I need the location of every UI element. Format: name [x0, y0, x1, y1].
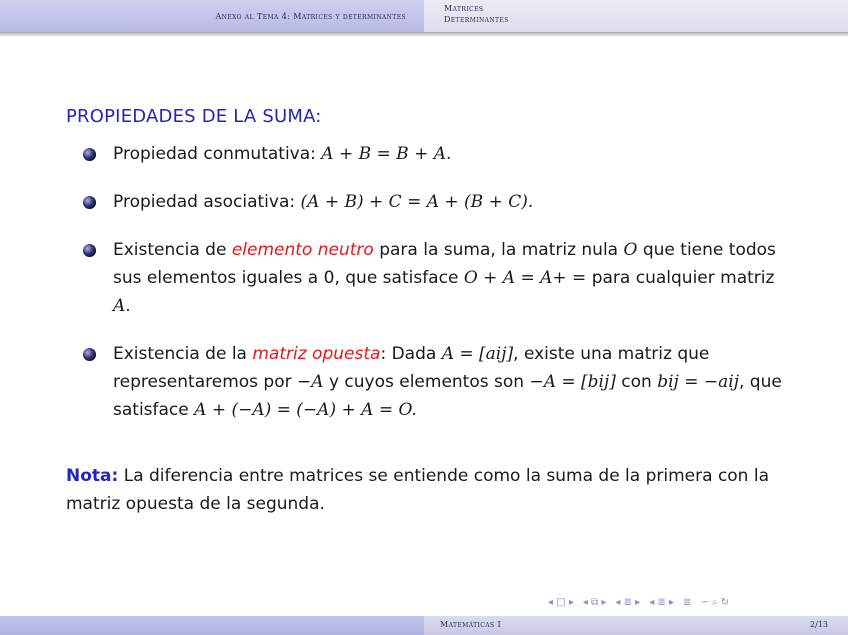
nav-section-icon[interactable]: ◂ ≣ ▸ — [615, 596, 641, 608]
header-section[interactable]: Matrices — [444, 4, 484, 13]
header-presentation-title[interactable]: Anexo al Tema 4: Matrices y determinantes — [215, 11, 406, 21]
item-text: que tiene todos sus elementos iguales a 0, que satisface — [113, 240, 776, 288]
header-shadow — [0, 32, 848, 37]
item-text: , que satisface — [113, 372, 782, 420]
item-text: para cualquier matriz — [591, 268, 775, 288]
formula-minus-A: −A — [297, 372, 324, 392]
item-formula: O + A = A+ = — [463, 268, 587, 288]
item-label: Propiedad conmutativa: — [113, 144, 316, 164]
item-text: para la suma, la matriz nula — [379, 240, 619, 260]
navigation-symbols — [548, 595, 729, 609]
item-prefix: Existencia de — [113, 240, 227, 260]
formula-bij: bij = −aij — [657, 372, 739, 392]
formula-minus-A-def: −A = [bij] — [529, 372, 616, 392]
formula-A-def: A = [aij] — [441, 344, 514, 364]
symbol-A: A — [113, 296, 126, 316]
nav-frame-icon[interactable]: ◂ □ ▸ — [548, 596, 574, 608]
item-prefix: Existencia de la — [113, 344, 247, 364]
nav-search-icon[interactable]: ∽ ⌕ ↻ — [700, 596, 730, 608]
slide-header — [0, 0, 848, 32]
header-left-panel — [0, 0, 424, 32]
note-label: Nota: — [66, 466, 119, 486]
header-subsection[interactable]: Determinantes — [444, 15, 509, 24]
bullet-ball-icon — [82, 195, 97, 210]
item-end: . — [125, 296, 131, 316]
property-list — [80, 140, 790, 444]
page-number: 2/13 — [810, 620, 828, 629]
item-text: , existe una matriz que representaremos por — [113, 344, 710, 392]
item-formula: (A + B) + C = A + (B + C). — [300, 192, 534, 212]
nav-subsection-icon[interactable]: ◂ ⧉ ▸ — [582, 596, 607, 608]
highlight-opposite-matrix: matriz opuesta — [252, 344, 381, 364]
bullet-ball-icon — [82, 347, 97, 362]
item-text: con — [621, 372, 652, 392]
item-text: y cuyos elementos son — [328, 372, 525, 392]
footer-title: Matemáticas I — [440, 620, 502, 629]
symbol-O: O — [623, 240, 638, 260]
note-block — [66, 462, 786, 518]
footer-left-panel — [0, 616, 424, 635]
section-title: PROPIEDADES DE LA SUMA: — [66, 106, 322, 127]
list-item-commutative — [80, 140, 790, 168]
formula-identity: A + (−A) = (−A) + A = O. — [194, 400, 417, 420]
nav-presentation-icon[interactable]: ◂ ≣ ▸ — [649, 596, 674, 608]
highlight-neutral-element: elemento neutro — [231, 240, 374, 260]
nav-appendix-icon[interactable]: ≣ — [682, 596, 692, 608]
header-right-panel — [424, 0, 848, 32]
item-text: : Dada — [380, 344, 437, 364]
list-item-opposite-matrix — [80, 340, 790, 424]
slide-footer — [0, 616, 848, 635]
bullet-ball-icon — [82, 243, 97, 258]
list-item-associative — [80, 188, 790, 216]
bullet-ball-icon — [82, 147, 97, 162]
list-item-neutral-element — [80, 236, 790, 320]
item-formula: A + B = B + A. — [321, 144, 452, 164]
note-text: La diferencia entre matrices se entiende como la suma de la primera con la matriz opuesta de la segunda. — [66, 466, 770, 514]
item-label: Propiedad asociativa: — [113, 192, 296, 212]
